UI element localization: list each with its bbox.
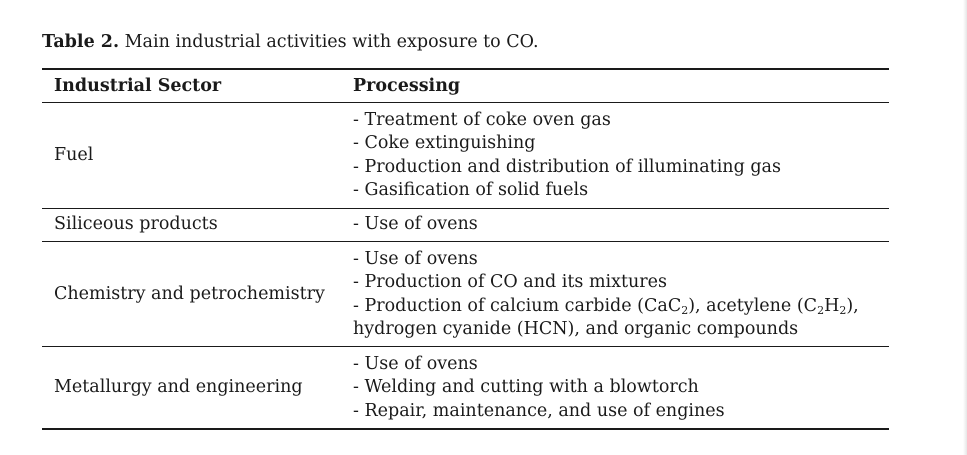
row-chemistry-processing-4: hydrogen cyanide (HCN), and organic compounds (353, 319, 799, 339)
row-chemistry-processing-1: - Use of ovens (353, 249, 478, 269)
row-metallurgy-processing-2: - Welding and cutting with a blowtorch (353, 377, 699, 397)
row-divider-2 (42, 241, 889, 242)
table-bottom-rule (42, 428, 889, 430)
table-caption (42, 31, 539, 53)
row-metallurgy-sector: Metallurgy and engineering (54, 377, 303, 397)
formula-middle: ), acetylene (C (688, 296, 818, 316)
row-siliceous-sector: Siliceous products (54, 214, 218, 234)
row-siliceous-processing-1: - Use of ovens (353, 214, 478, 234)
formula-sub-cac2: 2 (681, 304, 689, 317)
formula-sub-c2: 2 (817, 304, 825, 317)
row-fuel-sector: Fuel (54, 145, 94, 165)
table-caption-label: Table 2. (42, 32, 120, 52)
row-fuel-processing-1: - Treatment of coke oven gas (353, 110, 611, 130)
row-divider-3 (42, 346, 889, 347)
formula-middle2: H (824, 296, 840, 316)
row-chemistry-sector: Chemistry and petrochemistry (54, 284, 325, 304)
row-fuel-processing-2: - Coke extinguishing (353, 133, 536, 153)
formula-prefix: - Production of calcium carbide (CaC (353, 296, 682, 316)
row-metallurgy-processing-3: - Repair, maintenance, and use of engines (353, 401, 725, 421)
header-industrial-sector: Industrial Sector (54, 76, 222, 96)
page-edge-shadow (963, 0, 967, 455)
row-chemistry-processing-2: - Production of CO and its mixtures (353, 272, 668, 292)
table-top-rule (42, 68, 889, 70)
header-processing: Processing (353, 76, 461, 96)
row-fuel-processing-3: - Production and distribution of illuminating gas (353, 157, 781, 177)
row-divider-1 (42, 208, 889, 209)
header-rule (42, 102, 889, 103)
row-metallurgy-processing-1: - Use of ovens (353, 354, 478, 374)
formula-suffix: ), (846, 296, 859, 316)
formula-sub-h2: 2 (839, 304, 847, 317)
table-caption-text: Main industrial activities with exposure to CO. (119, 32, 539, 52)
row-fuel-processing-4: - Gasification of solid fuels (353, 180, 589, 200)
row-chemistry-processing-3 (353, 295, 859, 319)
